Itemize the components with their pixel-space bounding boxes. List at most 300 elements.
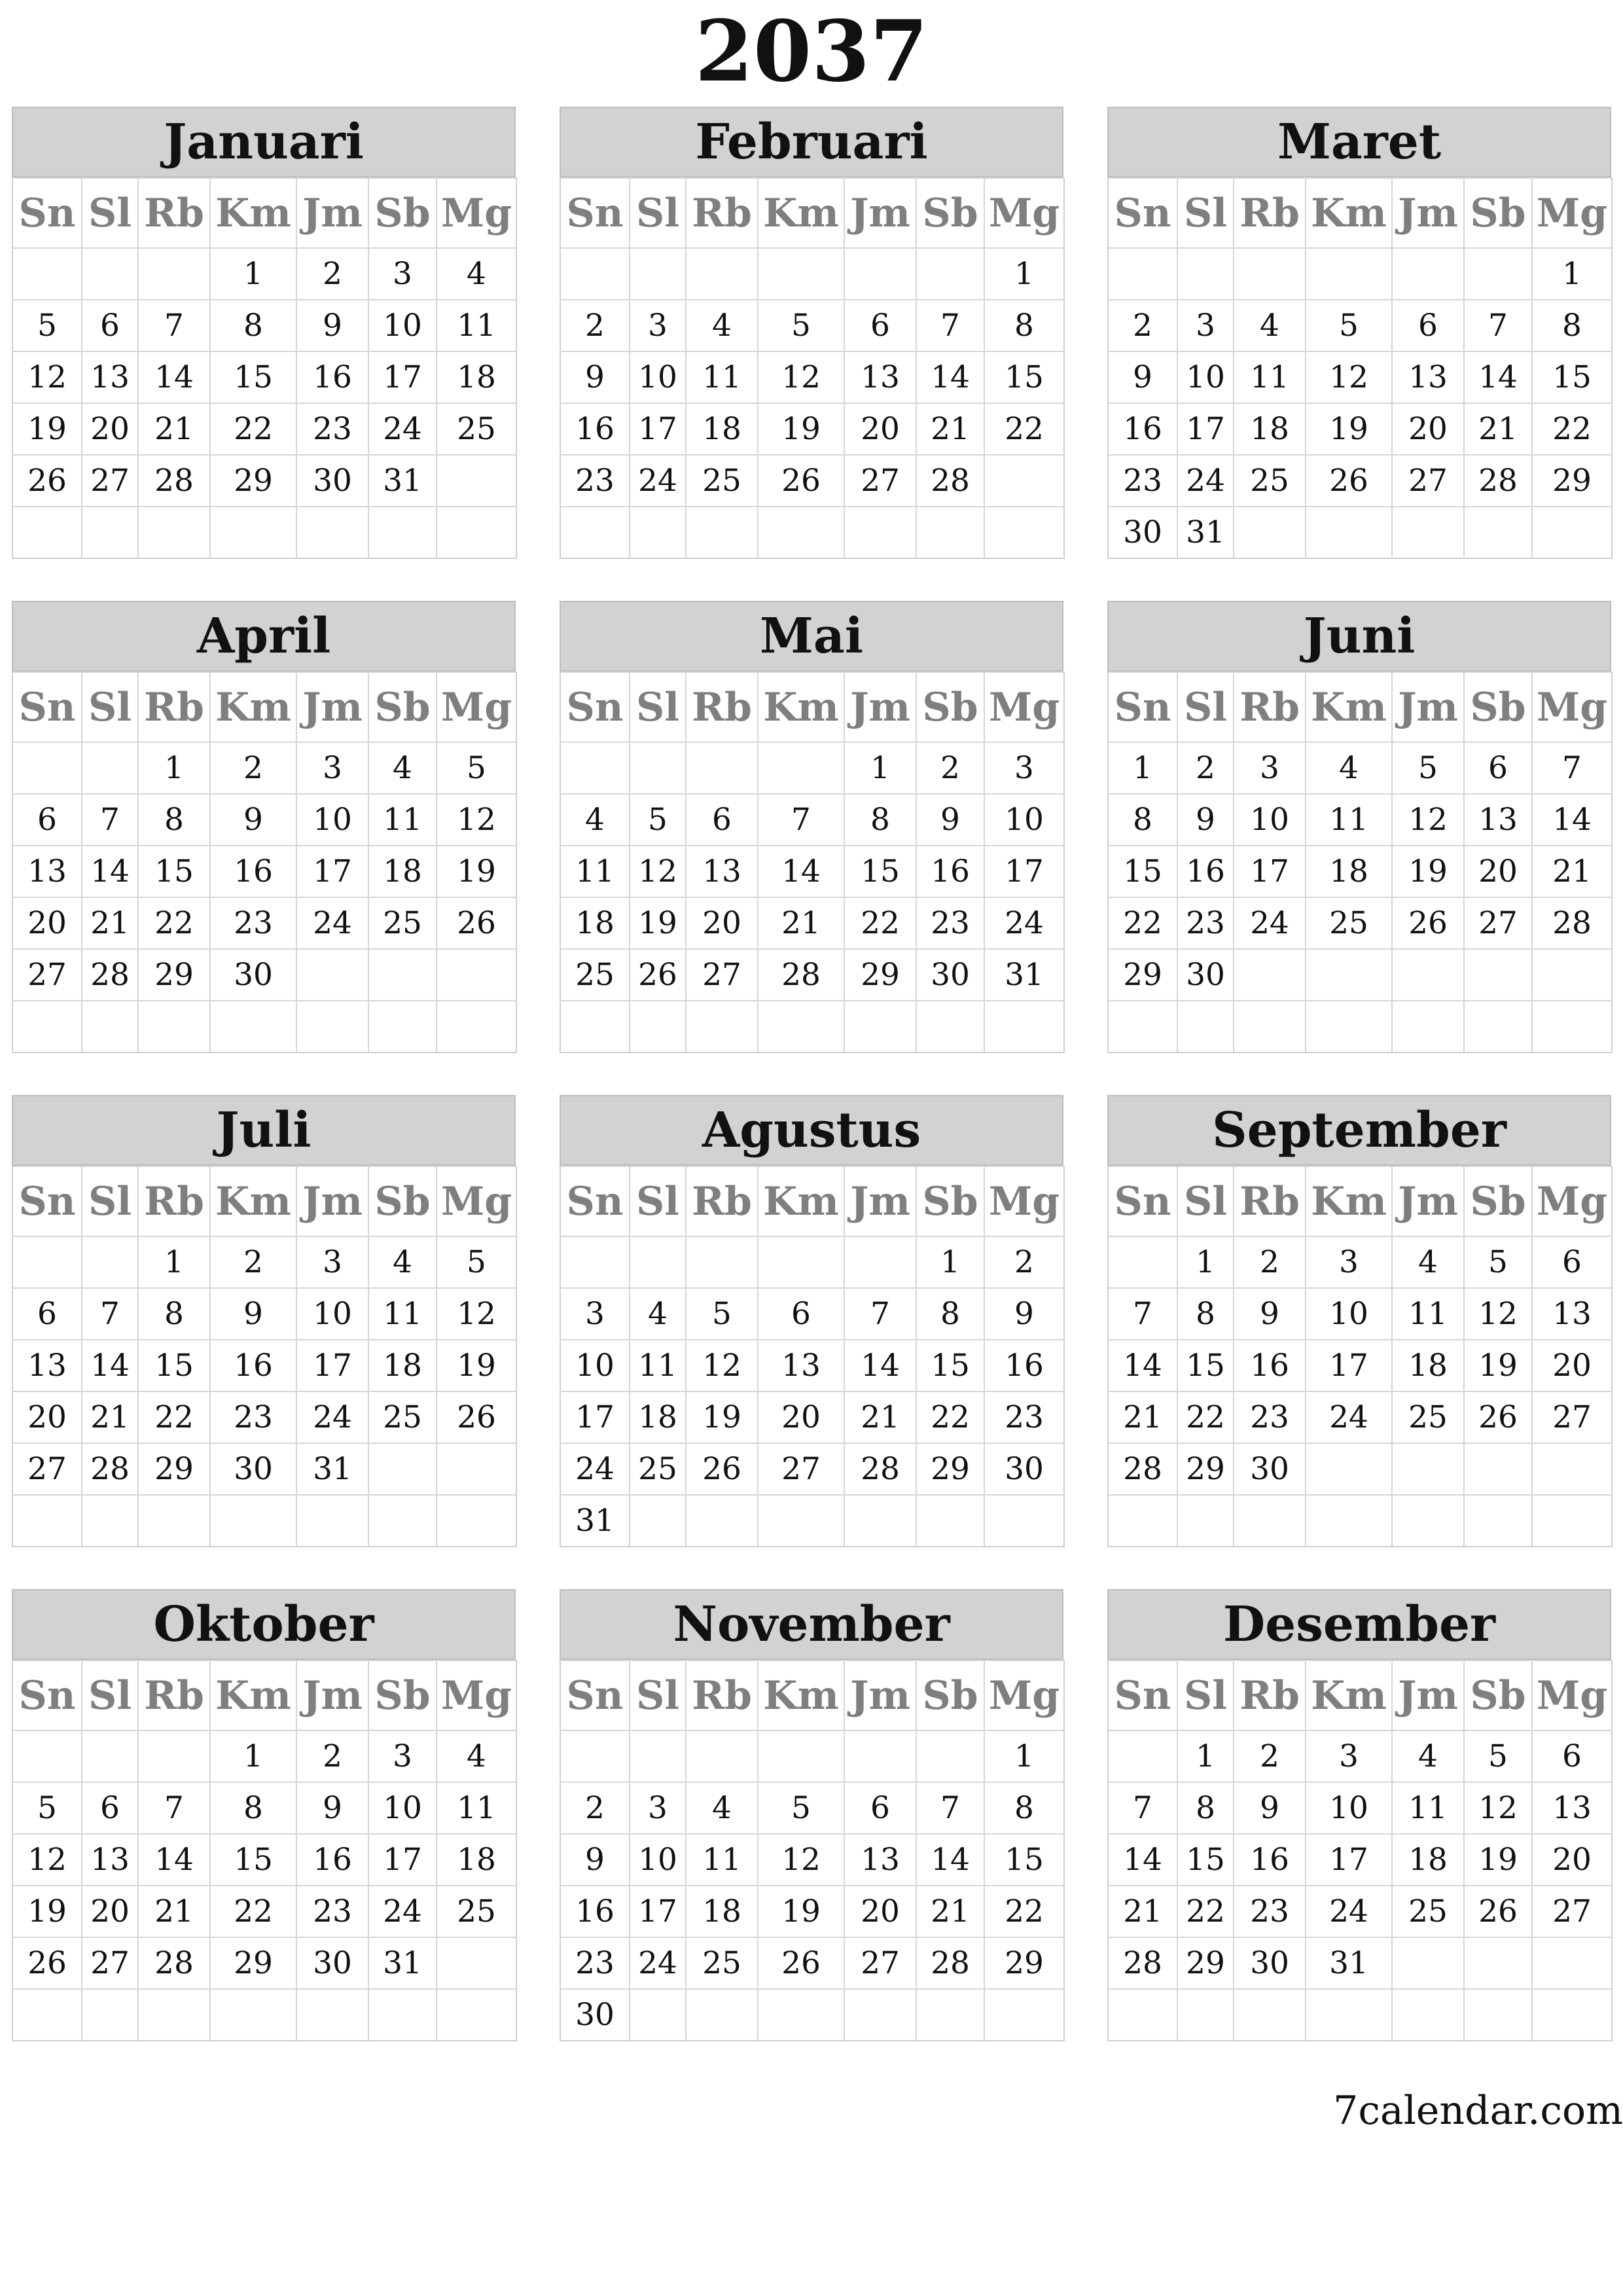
day-cell: 19 (1306, 403, 1392, 455)
day-cell: 11 (1306, 794, 1392, 846)
day-cell: 30 (210, 1443, 296, 1495)
day-cell: 13 (1464, 794, 1532, 846)
day-cell: 14 (1108, 1340, 1177, 1391)
day-cell: 4 (630, 1288, 686, 1340)
day-cell (368, 949, 437, 1001)
weekday-label: Km (758, 1166, 844, 1236)
day-cell: 19 (12, 1886, 82, 1937)
weekday-label: Sl (1177, 178, 1234, 248)
month-table (12, 672, 517, 1053)
day-cell: 17 (630, 1886, 686, 1937)
day-cell (758, 248, 844, 300)
weekday-label: Jm (296, 178, 368, 248)
day-cell: 24 (1234, 897, 1306, 949)
day-cell: 4 (368, 1236, 437, 1288)
week-row (12, 1937, 516, 1989)
day-cell: 5 (1306, 300, 1392, 351)
day-cell: 23 (210, 897, 296, 949)
weekday-label: Sl (1177, 1660, 1234, 1731)
day-cell: 21 (916, 1886, 984, 1937)
week-row (12, 1495, 516, 1547)
weekday-label: Sb (368, 178, 437, 248)
day-cell: 20 (12, 1391, 82, 1443)
day-cell: 30 (984, 1443, 1064, 1495)
week-row (1108, 1886, 1612, 1937)
day-cell (630, 507, 686, 558)
day-cell: 26 (1306, 455, 1392, 507)
day-cell: 1 (984, 1731, 1064, 1782)
day-cell: 9 (1234, 1782, 1306, 1834)
day-cell: 27 (82, 1937, 138, 1989)
day-cell: 26 (1464, 1391, 1532, 1443)
month-grid (12, 107, 1611, 2041)
week-row (560, 300, 1064, 351)
weekday-label: Km (1306, 1660, 1392, 1731)
day-cell: 1 (916, 1236, 984, 1288)
day-cell: 5 (758, 300, 844, 351)
weekday-label: Sn (1108, 178, 1177, 248)
day-cell: 17 (1306, 1340, 1392, 1391)
weekday-label: Jm (1392, 672, 1464, 742)
week-row (560, 1731, 1064, 1782)
day-cell (1464, 1495, 1532, 1547)
day-cell (210, 1495, 296, 1547)
day-cell (1108, 1236, 1177, 1288)
day-cell (686, 1236, 758, 1288)
day-cell: 8 (984, 300, 1064, 351)
day-cell (1306, 1443, 1392, 1495)
day-cell: 23 (1108, 455, 1177, 507)
week-row (1108, 1236, 1612, 1288)
day-cell: 16 (1234, 1340, 1306, 1391)
day-cell: 31 (984, 949, 1064, 1001)
day-cell (984, 1989, 1064, 2041)
day-cell: 17 (368, 1834, 437, 1886)
day-cell: 20 (12, 897, 82, 949)
day-cell (1234, 1495, 1306, 1547)
day-cell: 5 (686, 1288, 758, 1340)
day-cell: 3 (560, 1288, 630, 1340)
day-cell (1177, 1989, 1234, 2041)
weekday-label: Jm (296, 1166, 368, 1236)
day-cell: 21 (1532, 846, 1612, 897)
day-cell (82, 1495, 138, 1547)
week-row (560, 1236, 1064, 1288)
day-cell: 23 (916, 897, 984, 949)
day-cell (686, 1001, 758, 1052)
day-cell (560, 1731, 630, 1782)
day-cell: 23 (560, 1937, 630, 1989)
day-cell (210, 507, 296, 558)
day-cell (138, 1495, 210, 1547)
week-row (560, 1782, 1064, 1834)
day-cell: 28 (1108, 1937, 1177, 1989)
day-cell: 3 (1177, 300, 1234, 351)
day-cell: 13 (82, 351, 138, 403)
day-cell: 1 (138, 1236, 210, 1288)
day-cell: 23 (1234, 1886, 1306, 1937)
day-cell: 24 (368, 1886, 437, 1937)
weekday-label: Sn (12, 1660, 82, 1731)
day-cell: 24 (1306, 1391, 1392, 1443)
day-cell: 18 (368, 1340, 437, 1391)
day-cell: 29 (916, 1443, 984, 1495)
day-cell (1464, 1989, 1532, 2041)
day-cell: 2 (210, 1236, 296, 1288)
day-cell: 6 (82, 300, 138, 351)
day-cell (12, 1731, 82, 1782)
day-cell: 2 (1234, 1731, 1306, 1782)
week-row (1108, 794, 1612, 846)
weekday-label: Sb (368, 1660, 437, 1731)
day-cell: 26 (437, 897, 516, 949)
day-cell: 18 (560, 897, 630, 949)
week-row (560, 1443, 1064, 1495)
day-cell: 18 (368, 846, 437, 897)
day-cell (1108, 1731, 1177, 1782)
day-cell (1234, 248, 1306, 300)
weekday-label: Mg (437, 672, 516, 742)
week-row (1108, 455, 1612, 507)
day-cell: 12 (12, 1834, 82, 1886)
day-cell: 20 (82, 1886, 138, 1937)
day-cell: 5 (437, 1236, 516, 1288)
day-cell: 2 (916, 742, 984, 794)
week-row (560, 1288, 1064, 1340)
day-cell: 22 (844, 897, 916, 949)
day-cell: 16 (1108, 403, 1177, 455)
day-cell (1234, 949, 1306, 1001)
month-name: September (1107, 1095, 1611, 1166)
day-cell: 19 (686, 1391, 758, 1443)
month-name: November (560, 1589, 1063, 1660)
week-row (1108, 1391, 1612, 1443)
day-cell: 29 (1532, 455, 1612, 507)
day-cell (437, 507, 516, 558)
weekday-label: Sl (630, 1166, 686, 1236)
day-cell: 29 (138, 1443, 210, 1495)
day-cell (758, 1731, 844, 1782)
day-cell: 23 (296, 403, 368, 455)
day-cell: 19 (758, 403, 844, 455)
day-cell: 19 (437, 1340, 516, 1391)
weekday-label: Jm (1392, 1166, 1464, 1236)
day-cell: 13 (1532, 1288, 1612, 1340)
day-cell (916, 1989, 984, 2041)
day-cell (1306, 949, 1392, 1001)
day-cell: 4 (560, 794, 630, 846)
month-block-oktober (12, 1589, 516, 2041)
day-cell (686, 507, 758, 558)
day-cell: 24 (560, 1443, 630, 1495)
day-cell (560, 1001, 630, 1052)
day-cell: 9 (296, 300, 368, 351)
day-cell: 7 (758, 794, 844, 846)
weekday-header-row (12, 178, 516, 248)
weekday-label: Sl (82, 672, 138, 742)
weekday-label: Sb (916, 1660, 984, 1731)
day-cell: 27 (12, 1443, 82, 1495)
day-cell (758, 1495, 844, 1547)
week-row (560, 1001, 1064, 1052)
weekday-label: Rb (686, 1166, 758, 1236)
month-block-januari (12, 107, 516, 559)
day-cell: 2 (296, 1731, 368, 1782)
weekday-label: Sl (82, 1660, 138, 1731)
day-cell: 3 (1306, 1731, 1392, 1782)
day-cell (844, 248, 916, 300)
weekday-label: Rb (138, 672, 210, 742)
month-name: Juni (1107, 601, 1611, 672)
day-cell: 15 (916, 1340, 984, 1391)
week-row (12, 1886, 516, 1937)
day-cell: 25 (686, 1937, 758, 1989)
weekday-label: Sl (630, 1660, 686, 1731)
weekday-label: Sb (916, 672, 984, 742)
weekday-label: Jm (844, 672, 916, 742)
day-cell: 26 (630, 949, 686, 1001)
day-cell: 21 (916, 403, 984, 455)
weekday-label: Rb (1234, 1166, 1306, 1236)
day-cell: 3 (296, 1236, 368, 1288)
weekday-header-row (560, 672, 1064, 742)
day-cell: 25 (686, 455, 758, 507)
day-cell: 10 (630, 1834, 686, 1886)
day-cell: 11 (368, 794, 437, 846)
month-block-mai (560, 601, 1063, 1053)
day-cell: 12 (758, 351, 844, 403)
day-cell: 1 (1108, 742, 1177, 794)
day-cell: 28 (758, 949, 844, 1001)
day-cell: 14 (82, 846, 138, 897)
day-cell: 1 (210, 248, 296, 300)
day-cell: 28 (1108, 1443, 1177, 1495)
day-cell: 25 (630, 1443, 686, 1495)
day-cell: 3 (1234, 742, 1306, 794)
day-cell (12, 507, 82, 558)
day-cell: 4 (368, 742, 437, 794)
day-cell: 1 (844, 742, 916, 794)
weekday-label: Rb (138, 178, 210, 248)
day-cell: 7 (916, 300, 984, 351)
day-cell: 16 (560, 403, 630, 455)
week-row (12, 897, 516, 949)
month-name: Januari (12, 107, 516, 177)
weekday-label: Rb (686, 178, 758, 248)
week-row (560, 742, 1064, 794)
day-cell (82, 742, 138, 794)
week-row (1108, 1731, 1612, 1782)
day-cell: 8 (984, 1782, 1064, 1834)
day-cell: 7 (82, 794, 138, 846)
month-block-september (1107, 1095, 1611, 1547)
day-cell (210, 1989, 296, 2041)
day-cell: 6 (1532, 1731, 1612, 1782)
month-table (560, 1166, 1065, 1547)
weekday-header-row (1108, 672, 1612, 742)
month-table (560, 672, 1065, 1053)
weekday-label: Sl (82, 1166, 138, 1236)
day-cell (1234, 507, 1306, 558)
year-title: 2037 (694, 3, 929, 101)
day-cell: 2 (1108, 300, 1177, 351)
day-cell: 13 (758, 1340, 844, 1391)
week-row (560, 1989, 1064, 2041)
week-row (560, 455, 1064, 507)
day-cell: 20 (82, 403, 138, 455)
day-cell (1306, 1495, 1392, 1547)
day-cell: 6 (1392, 300, 1464, 351)
day-cell: 6 (12, 1288, 82, 1340)
week-row (1108, 1989, 1612, 2041)
day-cell: 27 (758, 1443, 844, 1495)
day-cell (758, 1236, 844, 1288)
day-cell: 1 (210, 1731, 296, 1782)
day-cell: 2 (560, 1782, 630, 1834)
day-cell (12, 742, 82, 794)
day-cell: 26 (1464, 1886, 1532, 1937)
day-cell: 22 (138, 1391, 210, 1443)
day-cell: 29 (138, 949, 210, 1001)
day-cell (437, 1443, 516, 1495)
day-cell: 29 (984, 1937, 1064, 1989)
day-cell: 7 (1108, 1782, 1177, 1834)
weekday-label: Mg (437, 178, 516, 248)
day-cell: 5 (1392, 742, 1464, 794)
day-cell: 16 (1177, 846, 1234, 897)
weekday-label: Sb (1464, 178, 1532, 248)
day-cell (844, 1495, 916, 1547)
day-cell: 26 (12, 455, 82, 507)
day-cell: 17 (560, 1391, 630, 1443)
week-row (1108, 1443, 1612, 1495)
day-cell (984, 1495, 1064, 1547)
day-cell: 23 (210, 1391, 296, 1443)
day-cell (82, 1001, 138, 1052)
weekday-label: Mg (1532, 672, 1612, 742)
day-cell: 22 (138, 897, 210, 949)
day-cell: 28 (138, 1937, 210, 1989)
day-cell (1532, 949, 1612, 1001)
month-table (1107, 672, 1613, 1053)
day-cell: 13 (12, 1340, 82, 1391)
week-row (1108, 351, 1612, 403)
day-cell: 24 (630, 455, 686, 507)
weekday-label: Km (210, 672, 296, 742)
day-cell: 12 (1464, 1782, 1532, 1834)
week-row (12, 794, 516, 846)
day-cell: 10 (368, 300, 437, 351)
day-cell: 18 (686, 1886, 758, 1937)
weekday-label: Km (758, 1660, 844, 1731)
day-cell: 9 (210, 1288, 296, 1340)
day-cell (916, 248, 984, 300)
weekday-header-row (560, 178, 1064, 248)
day-cell: 30 (1234, 1443, 1306, 1495)
day-cell: 3 (296, 742, 368, 794)
day-cell: 31 (368, 1937, 437, 1989)
day-cell: 7 (1108, 1288, 1177, 1340)
day-cell: 4 (1306, 742, 1392, 794)
day-cell (560, 742, 630, 794)
day-cell: 24 (1177, 455, 1234, 507)
weekday-label: Km (1306, 672, 1392, 742)
week-row (1108, 403, 1612, 455)
day-cell: 15 (984, 351, 1064, 403)
day-cell: 22 (210, 1886, 296, 1937)
day-cell (844, 1001, 916, 1052)
week-row (1108, 1340, 1612, 1391)
day-cell: 18 (1306, 846, 1392, 897)
day-cell (1177, 248, 1234, 300)
day-cell: 16 (984, 1340, 1064, 1391)
weekday-label: Jm (296, 1660, 368, 1731)
weekday-header-row (560, 1660, 1064, 1731)
weekday-label: Jm (844, 178, 916, 248)
day-cell (82, 1989, 138, 2041)
day-cell: 12 (1392, 794, 1464, 846)
day-cell: 17 (296, 846, 368, 897)
day-cell (1392, 1001, 1464, 1052)
day-cell: 5 (12, 1782, 82, 1834)
day-cell: 1 (1532, 248, 1612, 300)
day-cell: 2 (1177, 742, 1234, 794)
day-cell (12, 248, 82, 300)
day-cell: 12 (1464, 1288, 1532, 1340)
day-cell: 22 (916, 1391, 984, 1443)
day-cell (1306, 1989, 1392, 2041)
day-cell: 11 (686, 1834, 758, 1886)
month-block-juni (1107, 601, 1611, 1053)
day-cell: 10 (984, 794, 1064, 846)
weekday-label: Mg (984, 178, 1064, 248)
day-cell (82, 1236, 138, 1288)
day-cell: 23 (984, 1391, 1064, 1443)
day-cell: 20 (1532, 1834, 1612, 1886)
month-name: Oktober (12, 1589, 516, 1660)
day-cell (916, 1495, 984, 1547)
day-cell: 13 (1532, 1782, 1612, 1834)
day-cell: 10 (630, 351, 686, 403)
week-row (560, 507, 1064, 558)
weekday-label: Mg (984, 1660, 1064, 1731)
day-cell: 14 (758, 846, 844, 897)
day-cell: 11 (1234, 351, 1306, 403)
weekday-label: Km (1306, 178, 1392, 248)
day-cell: 30 (296, 455, 368, 507)
week-row (1108, 1782, 1612, 1834)
day-cell (368, 1443, 437, 1495)
day-cell: 19 (437, 846, 516, 897)
day-cell (12, 1989, 82, 2041)
weekday-label: Km (758, 672, 844, 742)
day-cell: 11 (560, 846, 630, 897)
week-row (12, 300, 516, 351)
day-cell: 31 (368, 455, 437, 507)
day-cell: 14 (1464, 351, 1532, 403)
day-cell: 3 (368, 1731, 437, 1782)
day-cell: 9 (560, 351, 630, 403)
day-cell: 11 (437, 300, 516, 351)
day-cell (82, 1731, 138, 1782)
day-cell (12, 1236, 82, 1288)
day-cell (1464, 1443, 1532, 1495)
day-cell: 26 (437, 1391, 516, 1443)
day-cell (560, 507, 630, 558)
day-cell: 4 (437, 1731, 516, 1782)
day-cell: 20 (686, 897, 758, 949)
week-row (1108, 949, 1612, 1001)
